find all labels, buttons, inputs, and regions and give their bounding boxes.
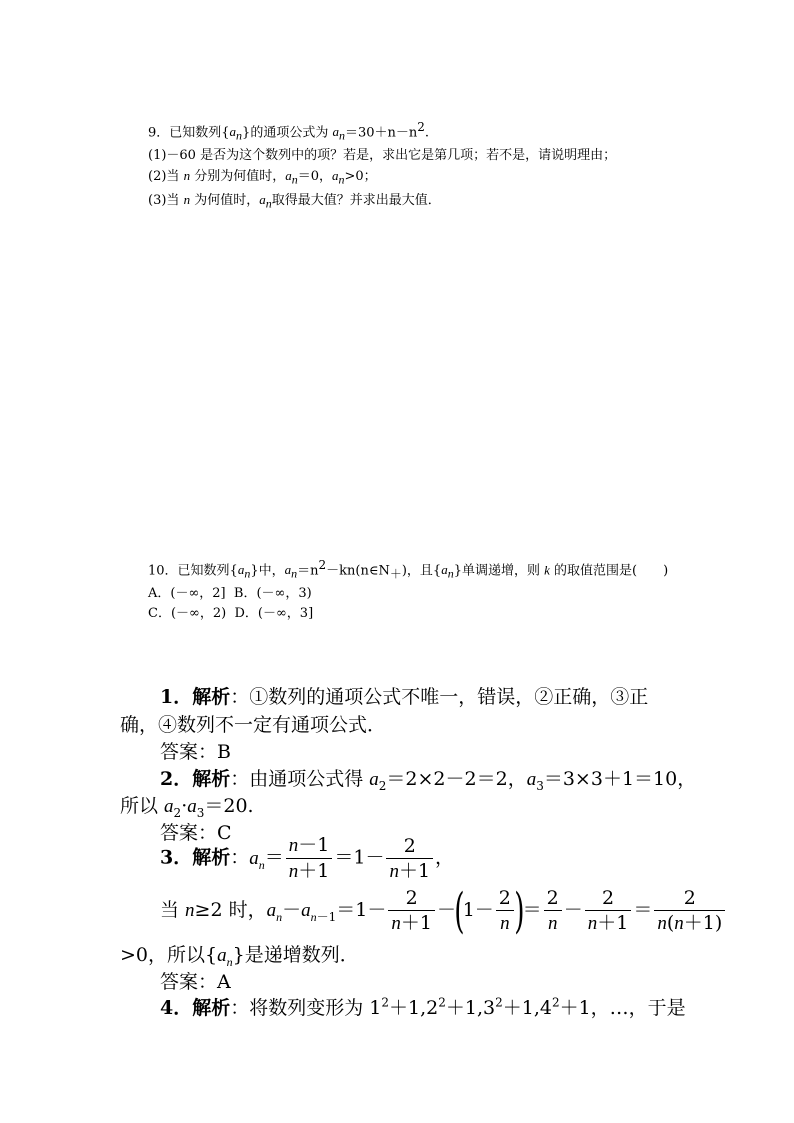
answer-1-choice: 答案：B bbox=[160, 741, 231, 763]
q9-part-1: (1)－60 是否为这个数列中的项？若是，求出它是第几项；若不是，请说明理由； bbox=[148, 148, 617, 164]
answer-2-line1: 2．解析：由通项公式得 $a_2=2\times 2-2=2$，$a_3=3\times 3+1=10$， bbox=[160, 768, 697, 793]
answer-3-line2: 当 n≥2 时，$a_n-a_{n-1}=1-$ $\frac{2}{n+1}$ －(1－ $\frac{2}{n}$ )＝ $\frac{2}{n}$ － $\frac{2}{n+1}$ ＝ $\frac{2}{n(n+1)}$ bbox=[160, 887, 727, 935]
q10-stem: 10．已知数列$\{a_n\}$中，$a_n=n^2-kn(n\in N_+)$，且$\{a_n\}$单调递增，则 k 的取值范围是( ) bbox=[148, 558, 669, 581]
q10-option-d: D．(－∞，3] bbox=[234, 605, 314, 621]
q10-option-c: C．(－∞，2) bbox=[148, 605, 227, 621]
answer-2-line2: 所以 $a_2\cdot a_3=20$. bbox=[120, 795, 254, 820]
q9-stem: 9．已知数列$\{a_n\}$的通项公式为 $a_n=30+n-n^2$. bbox=[148, 120, 430, 143]
answer-3-choice: 答案：A bbox=[160, 971, 231, 993]
answer-3-line1: 3．解析：$a_n=$ $\frac{n-1}{n+1}$ ＝1－ $\frac{2}{n+1}$ ， bbox=[160, 834, 455, 882]
q10-option-a: A．(－∞，2] bbox=[148, 586, 226, 602]
answer-3-line3: >0，所以$\{a_n\}$是递增数列． bbox=[120, 944, 359, 969]
answer-1-line1: 1．解析：①数列的通项公式不唯一，错误，②正确，③正 bbox=[160, 686, 649, 708]
q9-part-3: (3)当 n 为何值时，$a_n$取得最大值？并求出最大值． bbox=[148, 192, 441, 211]
q10-option-b: B．(－∞，3) bbox=[233, 586, 312, 602]
q9-part-2: (2)当 n 分别为何值时，$a_n=0$，$a_n>0$； bbox=[148, 167, 377, 187]
answer-4-line1: 4．解析：将数列变形为 $1^2+1,2^2+1,3^2+1,4^2+1$，…，于是 bbox=[160, 995, 686, 1019]
answer-2-choice: 答案：C bbox=[160, 822, 232, 844]
answer-1-line2: 确，④数列不一定有通项公式． bbox=[120, 714, 387, 736]
